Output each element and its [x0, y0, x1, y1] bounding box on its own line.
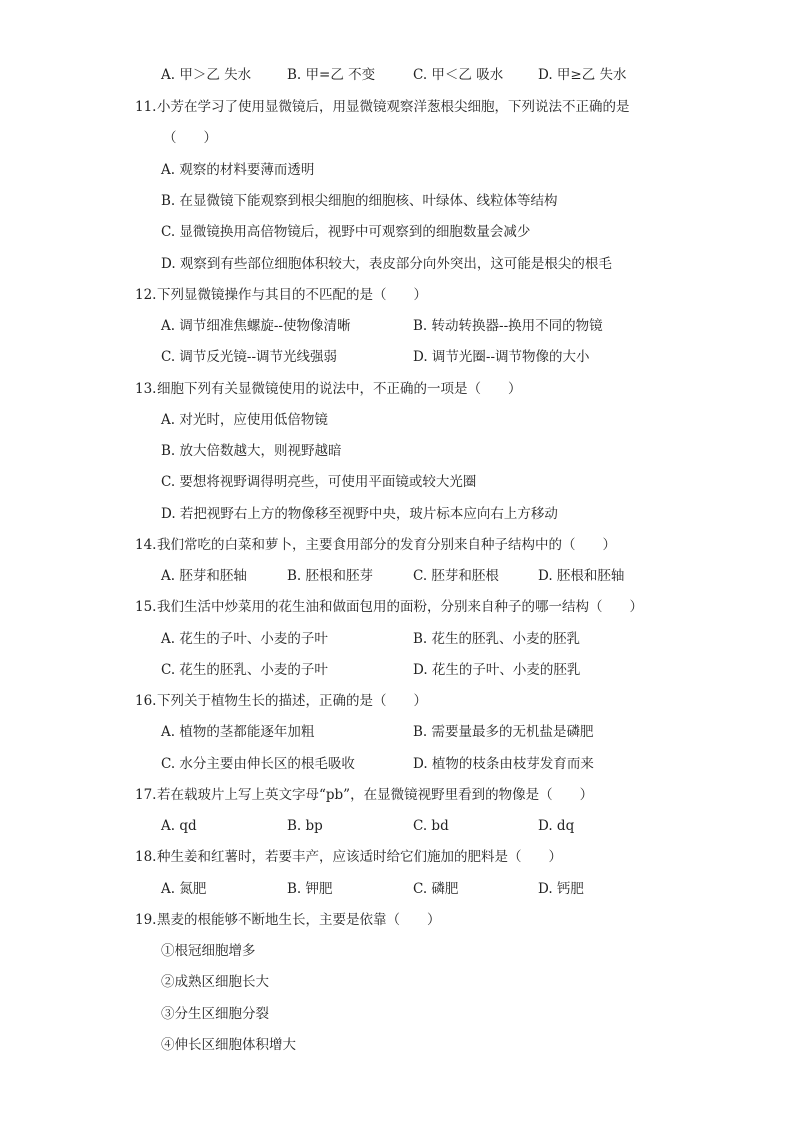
q10-option-a: A. 甲＞乙 失水	[161, 67, 252, 83]
q10-option-c: C. 甲＜乙 吸水	[413, 67, 504, 83]
q18-option-a: A. 氮肥	[161, 881, 207, 897]
q12-option-b: B. 转动转换器--换用不同的物镜	[413, 318, 603, 334]
question-stem: 若在载玻片上写上英文字母“pb”，在显微镜视野里看到的物像是（ ）	[157, 787, 594, 803]
q13-option-b: B. 放大倍数越大，则视野越暗	[161, 443, 342, 459]
question-number: 17.	[135, 787, 157, 803]
question-stem: 下列关于植物生长的描述，正确的是（ ）	[157, 693, 427, 709]
q17-option-a: A. qd	[161, 818, 197, 834]
q10-option-b: B. 甲=乙 不变	[287, 67, 376, 83]
question-number: 15.	[135, 599, 157, 615]
question-stem: 下列显微镜操作与其目的不匹配的是（ ）	[157, 287, 427, 303]
q15-option-a: A. 花生的子叶、小麦的子叶	[161, 631, 328, 647]
question-stem: 我们常吃的白菜和萝卜，主要食用部分的发育分别来自种子结构中的（ ）	[157, 537, 616, 553]
question-number: 19.	[135, 912, 157, 928]
q12-option-a: A. 调节细准焦螺旋--使物像清晰	[161, 318, 351, 334]
q19-item-1: ①根冠细胞增多	[161, 943, 256, 959]
question-13	[135, 380, 522, 398]
q18-option-d: D. 钙肥	[538, 881, 584, 897]
q16-option-c: C. 水分主要由伸长区的根毛吸收	[161, 756, 355, 772]
q10-option-d: D. 甲≥乙 失水	[538, 67, 627, 83]
q17-option-b: B. bp	[287, 818, 323, 834]
question-number: 14.	[135, 537, 157, 553]
question-15	[135, 598, 643, 616]
q16-option-a: A. 植物的茎都能逐年加粗	[161, 724, 315, 740]
question-number: 16.	[135, 693, 157, 709]
q16-option-b: B. 需要量最多的无机盐是磷肥	[413, 724, 594, 740]
q11-option-a: A. 观察的材料要薄而透明	[161, 162, 315, 178]
question-stem: 我们生活中炒菜用的花生油和做面包用的面粉，分别来自种子的哪一结构（ ）	[157, 599, 643, 615]
q11-option-d: D. 观察到有些部位细胞体积较大，表皮部分向外突出，这可能是根尖的根毛	[161, 256, 612, 272]
question-17	[135, 786, 593, 804]
q11-option-c: C. 显微镜换用高倍物镜后，视野中可观察到的细胞数量会减少	[161, 224, 531, 240]
q11-stem-continuation: （ ）	[163, 130, 217, 146]
q13-option-d: D. 若把视野右上方的物像移至视野中央，玻片标本应向右上方移动	[161, 506, 558, 522]
q18-option-c: C. 磷肥	[413, 881, 459, 897]
q14-option-b: B. 胚根和胚芽	[287, 568, 374, 584]
question-stem: 黑麦的根能够不断地生长，主要是依靠（ ）	[157, 912, 441, 928]
q17-option-c: C. bd	[413, 818, 449, 834]
question-11	[135, 98, 630, 116]
q14-option-a: A. 胚芽和胚轴	[161, 568, 247, 584]
question-12	[135, 286, 427, 304]
question-number: 13.	[135, 381, 157, 397]
q11-option-b: B. 在显微镜下能观察到根尖细胞的细胞核、叶绿体、线粒体等结构	[161, 193, 558, 209]
q19-item-2: ②成熟区细胞长大	[161, 974, 269, 990]
q15-option-c: C. 花生的胚乳、小麦的子叶	[161, 662, 328, 678]
question-19	[135, 911, 441, 929]
q16-option-d: D. 植物的枝条由枝芽发育而来	[413, 756, 594, 772]
q12-option-c: C. 调节反光镜--调节光线强弱	[161, 349, 338, 365]
question-stem: 小芳在学习了使用显微镜后，用显微镜观察洋葱根尖细胞，下列说法不正确的是	[157, 99, 630, 115]
question-stem: 种生姜和红薯时，若要丰产，应该适时给它们施加的肥料是（ ）	[157, 849, 562, 865]
question-18	[135, 848, 562, 866]
q15-option-b: B. 花生的胚乳、小麦的胚乳	[413, 631, 581, 647]
question-number: 12.	[135, 287, 157, 303]
question-number: 11.	[135, 99, 157, 115]
question-stem: 细胞下列有关显微镜使用的说法中，不正确的一项是（ ）	[157, 381, 522, 397]
q12-option-d: D. 调节光圈--调节物像的大小	[413, 349, 590, 365]
question-16	[135, 692, 427, 710]
q14-option-d: D. 胚根和胚轴	[538, 568, 625, 584]
q19-item-4: ④伸长区细胞体积增大	[161, 1037, 296, 1053]
q19-item-3: ③分生区细胞分裂	[161, 1006, 269, 1022]
q15-option-d: D. 花生的子叶、小麦的胚乳	[413, 662, 581, 678]
q14-option-c: C. 胚芽和胚根	[413, 568, 499, 584]
q18-option-b: B. 钾肥	[287, 881, 333, 897]
q13-option-c: C. 要想将视野调得明亮些，可使用平面镜或较大光圈	[161, 474, 477, 490]
q17-option-d: D. dq	[538, 818, 575, 834]
question-number: 18.	[135, 849, 157, 865]
q13-option-a: A. 对光时，应使用低倍物镜	[161, 412, 328, 428]
question-14	[135, 536, 616, 554]
